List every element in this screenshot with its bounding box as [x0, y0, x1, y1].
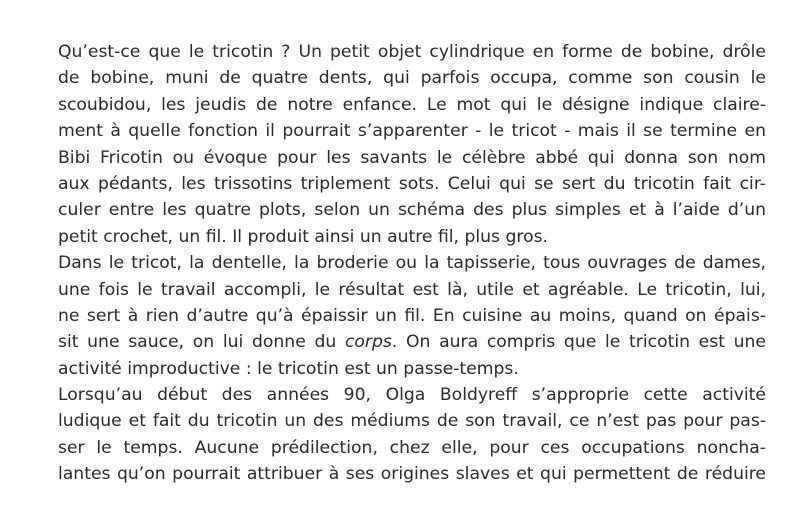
text-line-2: de bobine, muni de quatre dents, qui parfois occupa, comme son cousin le — [58, 68, 766, 89]
text-line-5: Bibi Fricotin ou évoque pour les savants le célèbre abbé qui donna son nom — [58, 147, 766, 168]
text-line-9: Dans le tricot, la dentelle, la broderie ou la tapisserie, tous ouvrages de dames, — [58, 253, 766, 274]
text-line-12-start: sit une sauce, on lui donne du — [58, 332, 345, 353]
text-line-14: Lorsqu’au début des années 90, Olga Boldyreff s’approprie cette activité — [58, 385, 766, 406]
text-line-11: ne sert à rien d’autre qu’à épaissir un fil. En cuisine au moins, quand on épais- — [58, 305, 766, 326]
text-line-6: aux pédants, les trissotins triplement sots. Celui qui se sert du tricotin fait cir- — [58, 173, 766, 194]
text-line-4: ment à quelle fonction il pourrait s’apparenter - le tricot - mais il se termine en — [58, 121, 766, 142]
text-page — [58, 39, 766, 488]
text-line-10: une fois le travail accompli, le résultat est là, utile et agréable. Le tricotin, lui, — [58, 279, 766, 300]
text-line-12 — [58, 329, 766, 355]
text-line-17: lantes qu’on pourrait attribuer à ses origines slaves et qui permettent de réduire — [58, 464, 766, 485]
text-line-7: culer entre les quatre plots, selon un schéma des plus simples et à l’aide d’un — [58, 200, 766, 221]
text-line-8: petit crochet, un fil. Il produit ainsi un autre fil, plus gros. — [58, 226, 549, 247]
text-line-3: scoubidou, les jeudis de notre enfance. Le mot qui le désigne indique claire- — [58, 94, 766, 115]
text-line-16: ser le temps. Aucune prédilection, chez elle, pour ces occupations noncha- — [58, 437, 766, 458]
text-line-1: Qu’est-ce que le tricotin ? Un petit objet cylindrique en forme de bobine, drôle — [58, 42, 766, 62]
text-line-12-end: . On aura compris que le tricotin est une — [391, 332, 766, 353]
text-line-15: ludique et fait du tricotin un des médiums de son travail, ce n’est pas pour pas- — [58, 411, 766, 432]
text-line-13: activité improductive : le tricotin est un passe-temps. — [58, 358, 519, 379]
emphasized-word: corps — [344, 332, 392, 353]
